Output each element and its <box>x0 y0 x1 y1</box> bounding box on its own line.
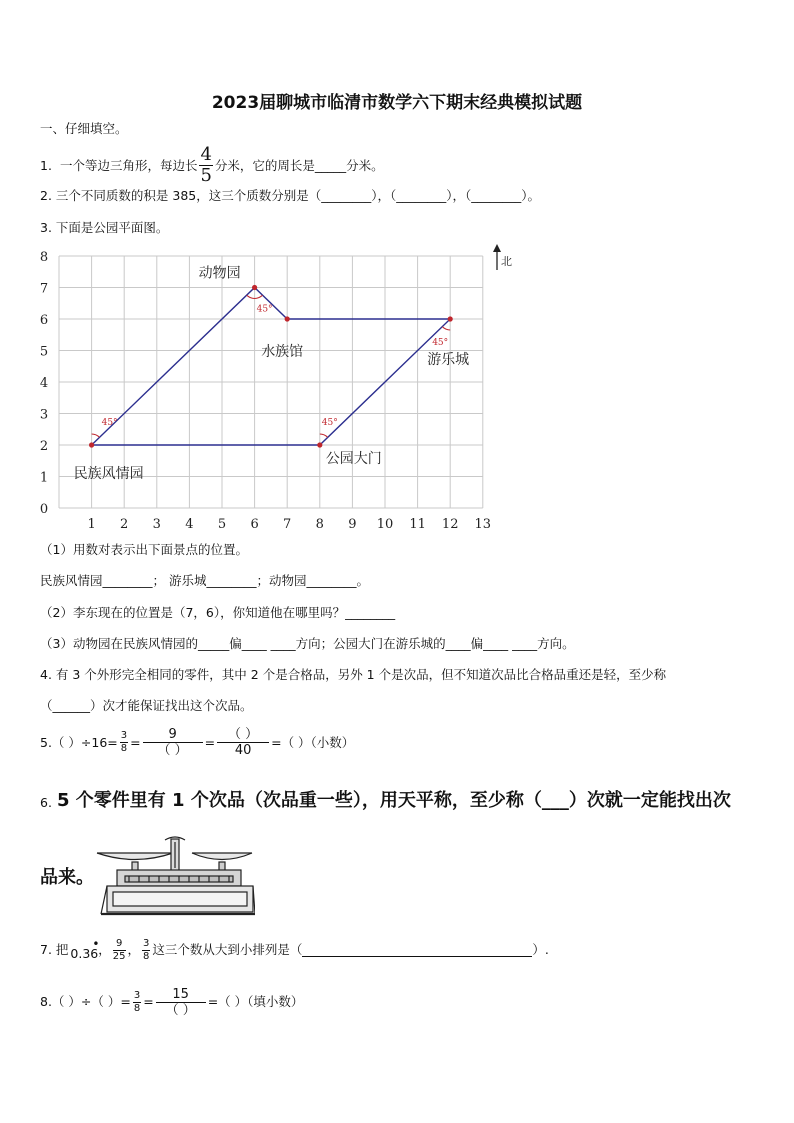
x-tick-label: 6 <box>250 517 259 532</box>
q5-fraction-1 <box>120 731 128 754</box>
q1-blank: _____ <box>314 157 347 173</box>
x-tick-label: 12 <box>441 517 459 532</box>
q7-decimal-value: 0.36 <box>70 946 99 961</box>
angle-arc <box>320 434 328 437</box>
angle-label: 45° <box>256 304 273 315</box>
q6-number: 6. <box>40 795 52 810</box>
q8-end: =（ ）（填小数） <box>207 994 304 1009</box>
balance-scale-illustration <box>95 836 255 918</box>
question-6-line-1: 5 个零件里有 1 个次品（次品重一些），用天平称，至少称（___）次就一定能找出次 <box>57 790 731 811</box>
location-label: 游乐城 <box>427 352 470 368</box>
y-tick-label: 7 <box>39 281 49 297</box>
q8-f1-denominator: 8 <box>133 1002 141 1014</box>
q8-f2-denominator: （ ） <box>165 1002 196 1018</box>
x-tick-label: 10 <box>376 517 394 532</box>
q5-f3-denominator: 40 <box>234 743 252 758</box>
q7-f2-numerator: 3 <box>143 937 150 949</box>
north-arrow-head <box>493 244 501 252</box>
question-6-line-2: 品来。 <box>40 867 94 888</box>
q8-pre: 8.（ ）÷（ ）= <box>40 994 131 1009</box>
angle-arc <box>442 327 450 330</box>
y-tick-label: 1 <box>39 470 49 486</box>
angle-label: 45° <box>321 418 338 428</box>
question-3: 3. 下面是公园平面图。 <box>40 220 169 235</box>
q7-repeat-dot: • <box>92 937 100 951</box>
q1-pre: 一个等边三角形，每边长 <box>59 157 198 173</box>
question-7 <box>40 934 549 966</box>
y-tick-label: 8 <box>39 250 49 265</box>
x-tick-label: 5 <box>217 517 227 532</box>
q5-f2-denominator: （ ） <box>157 743 188 758</box>
q7-comma-1: ， <box>98 942 111 957</box>
question-2: 2. 三个不同质数的积是 385，这三个质数分别是（________），（________），（________）。 <box>40 188 540 203</box>
y-tick-label: 3 <box>39 407 49 423</box>
q5-end: =（ ）（小数） <box>271 734 355 750</box>
q5-f1-denominator: 8 <box>120 743 128 754</box>
y-tick-label: 4 <box>39 376 49 391</box>
q8-f1-numerator: 3 <box>133 989 141 1001</box>
q8-fraction-2 <box>156 988 206 1017</box>
q5-fraction-3 <box>217 728 269 757</box>
x-tick-label: 9 <box>348 517 357 532</box>
location-label: 水族馆 <box>261 344 304 360</box>
x-tick-label: 13 <box>474 517 492 532</box>
q8-eq: = <box>143 994 154 1009</box>
q5-eq-1: = <box>130 734 141 750</box>
q1-frac-numerator: 4 <box>200 144 212 165</box>
location-point <box>252 285 257 290</box>
x-tick-label: 3 <box>152 517 161 532</box>
q5-f3-numerator: （ ） <box>217 728 269 743</box>
q7-end: ）. <box>532 942 549 957</box>
y-tick-label: 6 <box>39 313 49 328</box>
q1-fraction <box>199 146 212 185</box>
question-4-line-1: 4. 有 3 个外形完全相同的零件，其中 2 个是合格品，另外 1 个是次品，但不知道次品比合格品重还是轻，至少称 <box>40 667 667 682</box>
section-heading: 一、仔细填空。 <box>40 121 128 136</box>
q7-f2-denominator: 8 <box>143 950 150 962</box>
q7-answer-blank <box>302 944 532 957</box>
q5-fraction-2 <box>143 728 203 757</box>
location-point <box>89 442 94 447</box>
question-8 <box>40 982 303 1022</box>
angle-label: 45° <box>101 418 118 428</box>
location-label: 动物园 <box>198 265 241 282</box>
y-tick-label: 0 <box>39 502 49 517</box>
q8-f2-numerator: 15 <box>156 988 206 1003</box>
q7-f1-denominator: 25 <box>112 950 126 962</box>
angle-label: 45° <box>432 338 449 348</box>
page-title: 2023届聊城市临清市数学六下期末经典模拟试题 <box>211 93 583 113</box>
location-label: 公园大门 <box>325 451 382 467</box>
x-tick-label: 2 <box>120 517 129 532</box>
q5-f1-numerator: 3 <box>120 730 128 741</box>
north-label: 北 <box>501 255 512 268</box>
q7-comma-2: ， <box>127 942 141 957</box>
x-tick-label: 1 <box>87 517 96 532</box>
question-3-part-1: （1）用数对表示出下面景点的位置。 <box>40 542 248 557</box>
question-1 <box>40 146 384 185</box>
x-tick-label: 8 <box>315 517 324 532</box>
q5-f2-numerator: 9 <box>143 728 203 743</box>
x-tick-label: 7 <box>283 517 292 532</box>
question-4-line-2: （______）次才能保证找出这个次品。 <box>40 698 253 713</box>
q1-frac-denominator: 5 <box>200 165 212 186</box>
location-label: 民族风情园 <box>73 466 144 482</box>
q7-fraction-1 <box>113 939 126 962</box>
question-3-part-2: （2）李东现在的位置是（7，6），你知道他在哪里吗？________ <box>40 605 396 620</box>
location-point <box>285 316 290 321</box>
q5-eq-2: = <box>204 734 216 750</box>
y-tick-label: 5 <box>39 344 49 360</box>
park-map-chart <box>30 240 530 535</box>
q5-start: 5.（ ）÷16= <box>40 734 118 750</box>
q7-pre: 7. 把 <box>40 942 69 957</box>
location-point <box>448 316 453 321</box>
q1-end: 分米。 <box>346 157 384 173</box>
q1-number: 1. <box>40 157 52 173</box>
q7-post: 这三个数从大到小排列是（ <box>152 942 303 957</box>
q7-f1-numerator: 9 <box>113 939 126 951</box>
q7-repeating-decimal <box>70 937 100 962</box>
location-point <box>317 442 322 447</box>
question-3-part-1-answers: 民族风情园________； 游乐城________；动物园________。 <box>40 573 369 588</box>
question-5 <box>40 728 354 757</box>
x-tick-label: 4 <box>185 517 194 532</box>
q7-fraction-2 <box>142 939 150 962</box>
angle-arc <box>92 434 100 437</box>
q1-post: 分米，它的周长是 <box>214 157 315 173</box>
question-3-part-3: （3）动物园在民族风情园的_____偏____ ____方向；公园大门在游乐城的____偏____ ____方向。 <box>40 636 575 651</box>
y-tick-label: 2 <box>39 439 49 454</box>
q8-fraction-1 <box>133 991 141 1014</box>
x-tick-label: 11 <box>409 517 426 532</box>
